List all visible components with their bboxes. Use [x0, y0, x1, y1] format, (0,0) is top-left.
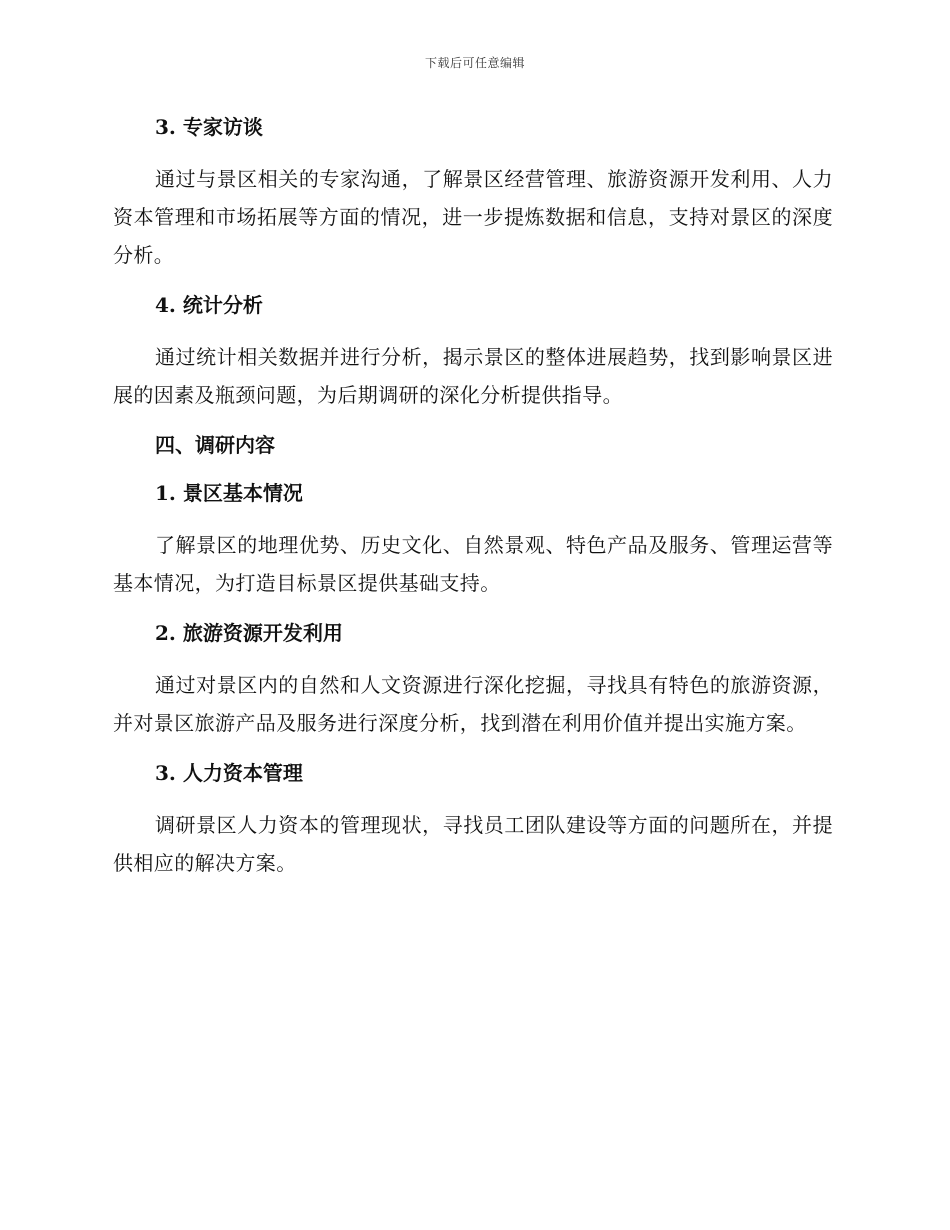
paragraph-statistical-analysis: 通过统计相关数据并进行分析，揭示景区的整体进展趋势，找到影响景区进展的因素及瓶颈问题，为后期调研的深化分析提供指导。 [113, 345, 833, 407]
paragraph-basic-situation: 了解景区的地理优势、历史文化、自然景观、特色产品及服务、管理运营等基本情况，为打造目标景区提供基础支持。 [113, 533, 833, 595]
section-heading-resource-development: 2. 旅游资源开发利用 [155, 621, 343, 645]
paragraph-resource-development: 通过对景区内的自然和人文资源进行深化挖掘，寻找具有特色的旅游资源，并对景区旅游产品及服务进行深度分析，找到潜在利用价值并提出实施方案。 [113, 673, 833, 735]
page-header-note: 下载后可任意编辑 [424, 56, 525, 70]
document-body [113, 112, 833, 898]
section-heading-basic-situation: 1. 景区基本情况 [155, 481, 303, 505]
section-heading-human-capital: 3. 人力资本管理 [155, 761, 303, 785]
paragraph-human-capital: 调研景区人力资本的管理现状，寻找员工团队建设等方面的问题所在，并提供相应的解决方案。 [113, 813, 833, 875]
paragraph-expert-interview: 通过与景区相关的专家沟通，了解景区经营管理、旅游资源开发利用、人力资本管理和市场拓展等方面的情况，进一步提炼数据和信息，支持对景区的深度分析。 [113, 167, 833, 267]
section-heading-statistical-analysis: 4. 统计分析 [155, 293, 263, 317]
section-heading-expert-interview: 3. 专家访谈 [155, 115, 263, 139]
chapter-heading-research-content: 四、调研内容 [155, 433, 275, 457]
